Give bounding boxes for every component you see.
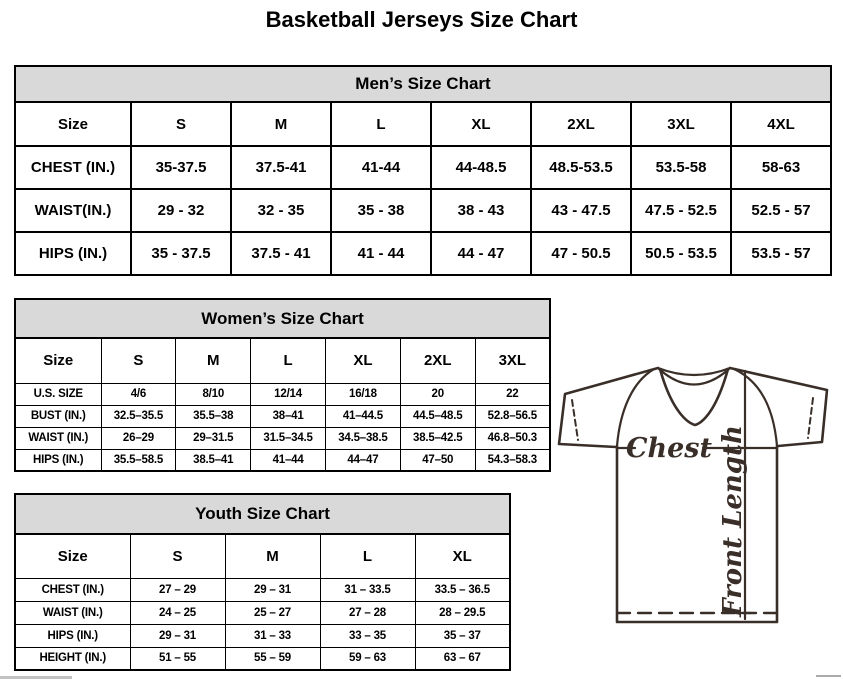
mens-header-row bbox=[15, 102, 831, 146]
mens-col-header-s: S bbox=[131, 102, 231, 146]
youth-value-cell: 33.5 – 36.5 bbox=[415, 578, 510, 601]
womens-value-cell: 20 bbox=[400, 383, 475, 405]
mens-size-chart bbox=[14, 65, 832, 276]
chest-label: Chest bbox=[626, 433, 712, 464]
youth-size-table bbox=[14, 533, 511, 671]
youth-value-cell: 27 – 28 bbox=[320, 601, 415, 624]
youth-value-cell: 29 – 31 bbox=[225, 578, 320, 601]
mens-value-cell: 47 - 50.5 bbox=[531, 232, 631, 275]
youth-col-header-xl: XL bbox=[415, 534, 510, 578]
youth-data-row bbox=[15, 601, 510, 624]
womens-row-label: BUST (IN.) bbox=[15, 405, 101, 427]
mens-data-row bbox=[15, 232, 831, 275]
womens-data-row bbox=[15, 405, 550, 427]
youth-value-cell: 59 – 63 bbox=[320, 647, 415, 670]
youth-value-cell: 35 – 37 bbox=[415, 624, 510, 647]
youth-col-header-m: M bbox=[225, 534, 320, 578]
youth-value-cell: 24 – 25 bbox=[130, 601, 225, 624]
youth-col-header-s: S bbox=[130, 534, 225, 578]
womens-value-cell: 54.3–58.3 bbox=[475, 449, 550, 471]
womens-value-cell: 32.5–35.5 bbox=[101, 405, 176, 427]
mens-col-header-m: M bbox=[231, 102, 331, 146]
womens-value-cell: 31.5–34.5 bbox=[251, 427, 326, 449]
youth-row-label: HIPS (IN.) bbox=[15, 624, 130, 647]
youth-value-cell: 63 – 67 bbox=[415, 647, 510, 670]
womens-value-cell: 22 bbox=[475, 383, 550, 405]
womens-row-label: U.S. SIZE bbox=[15, 383, 101, 405]
womens-col-header-size: Size bbox=[15, 338, 101, 383]
youth-row-label: HEIGHT (IN.) bbox=[15, 647, 130, 670]
womens-value-cell: 29–31.5 bbox=[176, 427, 251, 449]
womens-size-table bbox=[14, 337, 551, 472]
mens-value-cell: 38 - 43 bbox=[431, 189, 531, 232]
youth-data-row bbox=[15, 624, 510, 647]
page-title: Basketball Jerseys Size Chart bbox=[265, 7, 578, 32]
womens-chart-title: Women’s Size Chart bbox=[14, 298, 551, 339]
mens-value-cell: 32 - 35 bbox=[231, 189, 331, 232]
mens-value-cell: 43 - 47.5 bbox=[531, 189, 631, 232]
youth-col-header-size: Size bbox=[15, 534, 130, 578]
womens-value-cell: 8/10 bbox=[176, 383, 251, 405]
womens-row-label: HIPS (IN.) bbox=[15, 449, 101, 471]
mens-value-cell: 52.5 - 57 bbox=[731, 189, 831, 232]
mens-data-row bbox=[15, 189, 831, 232]
jersey-diagram-svg bbox=[550, 356, 842, 634]
mens-value-cell: 41 - 44 bbox=[331, 232, 431, 275]
mens-value-cell: 50.5 - 53.5 bbox=[631, 232, 731, 275]
womens-value-cell: 34.5–38.5 bbox=[325, 427, 400, 449]
mens-value-cell: 48.5-53.5 bbox=[531, 146, 631, 189]
front-length-label: Front Length bbox=[718, 425, 748, 617]
mens-value-cell: 41-44 bbox=[331, 146, 431, 189]
womens-value-cell: 44.5–48.5 bbox=[400, 405, 475, 427]
horizontal-scrollbar-fragment-right[interactable] bbox=[816, 675, 841, 677]
youth-value-cell: 29 – 31 bbox=[130, 624, 225, 647]
womens-col-header-s: S bbox=[101, 338, 176, 383]
womens-value-cell: 41–44.5 bbox=[325, 405, 400, 427]
youth-row-label: WAIST (IN.) bbox=[15, 601, 130, 624]
mens-row-label: HIPS (IN.) bbox=[15, 232, 131, 275]
womens-value-cell: 46.8–50.3 bbox=[475, 427, 550, 449]
womens-data-row bbox=[15, 427, 550, 449]
womens-value-cell: 47–50 bbox=[400, 449, 475, 471]
mens-value-cell: 53.5 - 57 bbox=[731, 232, 831, 275]
mens-data-row bbox=[15, 146, 831, 189]
mens-value-cell: 35 - 37.5 bbox=[131, 232, 231, 275]
mens-size-table bbox=[14, 101, 832, 276]
youth-value-cell: 33 – 35 bbox=[320, 624, 415, 647]
youth-size-chart bbox=[14, 493, 511, 671]
womens-value-cell: 38–41 bbox=[251, 405, 326, 427]
youth-value-cell: 31 – 33 bbox=[225, 624, 320, 647]
womens-data-row bbox=[15, 449, 550, 471]
mens-col-header-xl: XL bbox=[431, 102, 531, 146]
mens-value-cell: 44-48.5 bbox=[431, 146, 531, 189]
womens-value-cell: 44–47 bbox=[325, 449, 400, 471]
mens-value-cell: 44 - 47 bbox=[431, 232, 531, 275]
youth-value-cell: 55 – 59 bbox=[225, 647, 320, 670]
womens-col-header-m: M bbox=[176, 338, 251, 383]
youth-value-cell: 51 – 55 bbox=[130, 647, 225, 670]
womens-value-cell: 4/6 bbox=[101, 383, 176, 405]
mens-value-cell: 53.5-58 bbox=[631, 146, 731, 189]
womens-value-cell: 38.5–41 bbox=[176, 449, 251, 471]
womens-row-label: WAIST (IN.) bbox=[15, 427, 101, 449]
youth-value-cell: 27 – 29 bbox=[130, 578, 225, 601]
womens-value-cell: 41–44 bbox=[251, 449, 326, 471]
youth-value-cell: 25 – 27 bbox=[225, 601, 320, 624]
mens-col-header-3xl: 3XL bbox=[631, 102, 731, 146]
mens-value-cell: 58-63 bbox=[731, 146, 831, 189]
mens-row-label: CHEST (IN.) bbox=[15, 146, 131, 189]
womens-col-header-3xl: 3XL bbox=[475, 338, 550, 383]
womens-col-header-2xl: 2XL bbox=[400, 338, 475, 383]
youth-chart-title: Youth Size Chart bbox=[14, 493, 511, 535]
jersey-back-neck-arc bbox=[658, 368, 730, 375]
mens-value-cell: 47.5 - 52.5 bbox=[631, 189, 731, 232]
womens-col-header-l: L bbox=[251, 338, 326, 383]
womens-value-cell: 35.5–58.5 bbox=[101, 449, 176, 471]
youth-value-cell: 31 – 33.5 bbox=[320, 578, 415, 601]
youth-header-row bbox=[15, 534, 510, 578]
youth-value-cell: 28 – 29.5 bbox=[415, 601, 510, 624]
womens-col-header-xl: XL bbox=[325, 338, 400, 383]
mens-value-cell: 37.5 - 41 bbox=[231, 232, 331, 275]
mens-value-cell: 37.5-41 bbox=[231, 146, 331, 189]
mens-value-cell: 35 - 38 bbox=[331, 189, 431, 232]
womens-value-cell: 12/14 bbox=[251, 383, 326, 405]
mens-col-header-2xl: 2XL bbox=[531, 102, 631, 146]
youth-data-row bbox=[15, 578, 510, 601]
mens-chart-title: Men’s Size Chart bbox=[14, 65, 832, 103]
youth-data-row bbox=[15, 647, 510, 670]
womens-data-row bbox=[15, 383, 550, 405]
womens-value-cell: 16/18 bbox=[325, 383, 400, 405]
jersey-body bbox=[617, 446, 777, 622]
youth-col-header-l: L bbox=[320, 534, 415, 578]
womens-header-row bbox=[15, 338, 550, 383]
womens-value-cell: 35.5–38 bbox=[176, 405, 251, 427]
mens-col-header-size: Size bbox=[15, 102, 131, 146]
jersey-measurement-diagram bbox=[550, 356, 842, 634]
womens-size-chart bbox=[14, 298, 551, 472]
mens-value-cell: 29 - 32 bbox=[131, 189, 231, 232]
mens-col-header-4xl: 4XL bbox=[731, 102, 831, 146]
womens-value-cell: 52.8–56.5 bbox=[475, 405, 550, 427]
mens-value-cell: 35-37.5 bbox=[131, 146, 231, 189]
youth-row-label: CHEST (IN.) bbox=[15, 578, 130, 601]
mens-row-label: WAIST(IN.) bbox=[15, 189, 131, 232]
womens-value-cell: 26–29 bbox=[101, 427, 176, 449]
womens-value-cell: 38.5–42.5 bbox=[400, 427, 475, 449]
mens-col-header-l: L bbox=[331, 102, 431, 146]
